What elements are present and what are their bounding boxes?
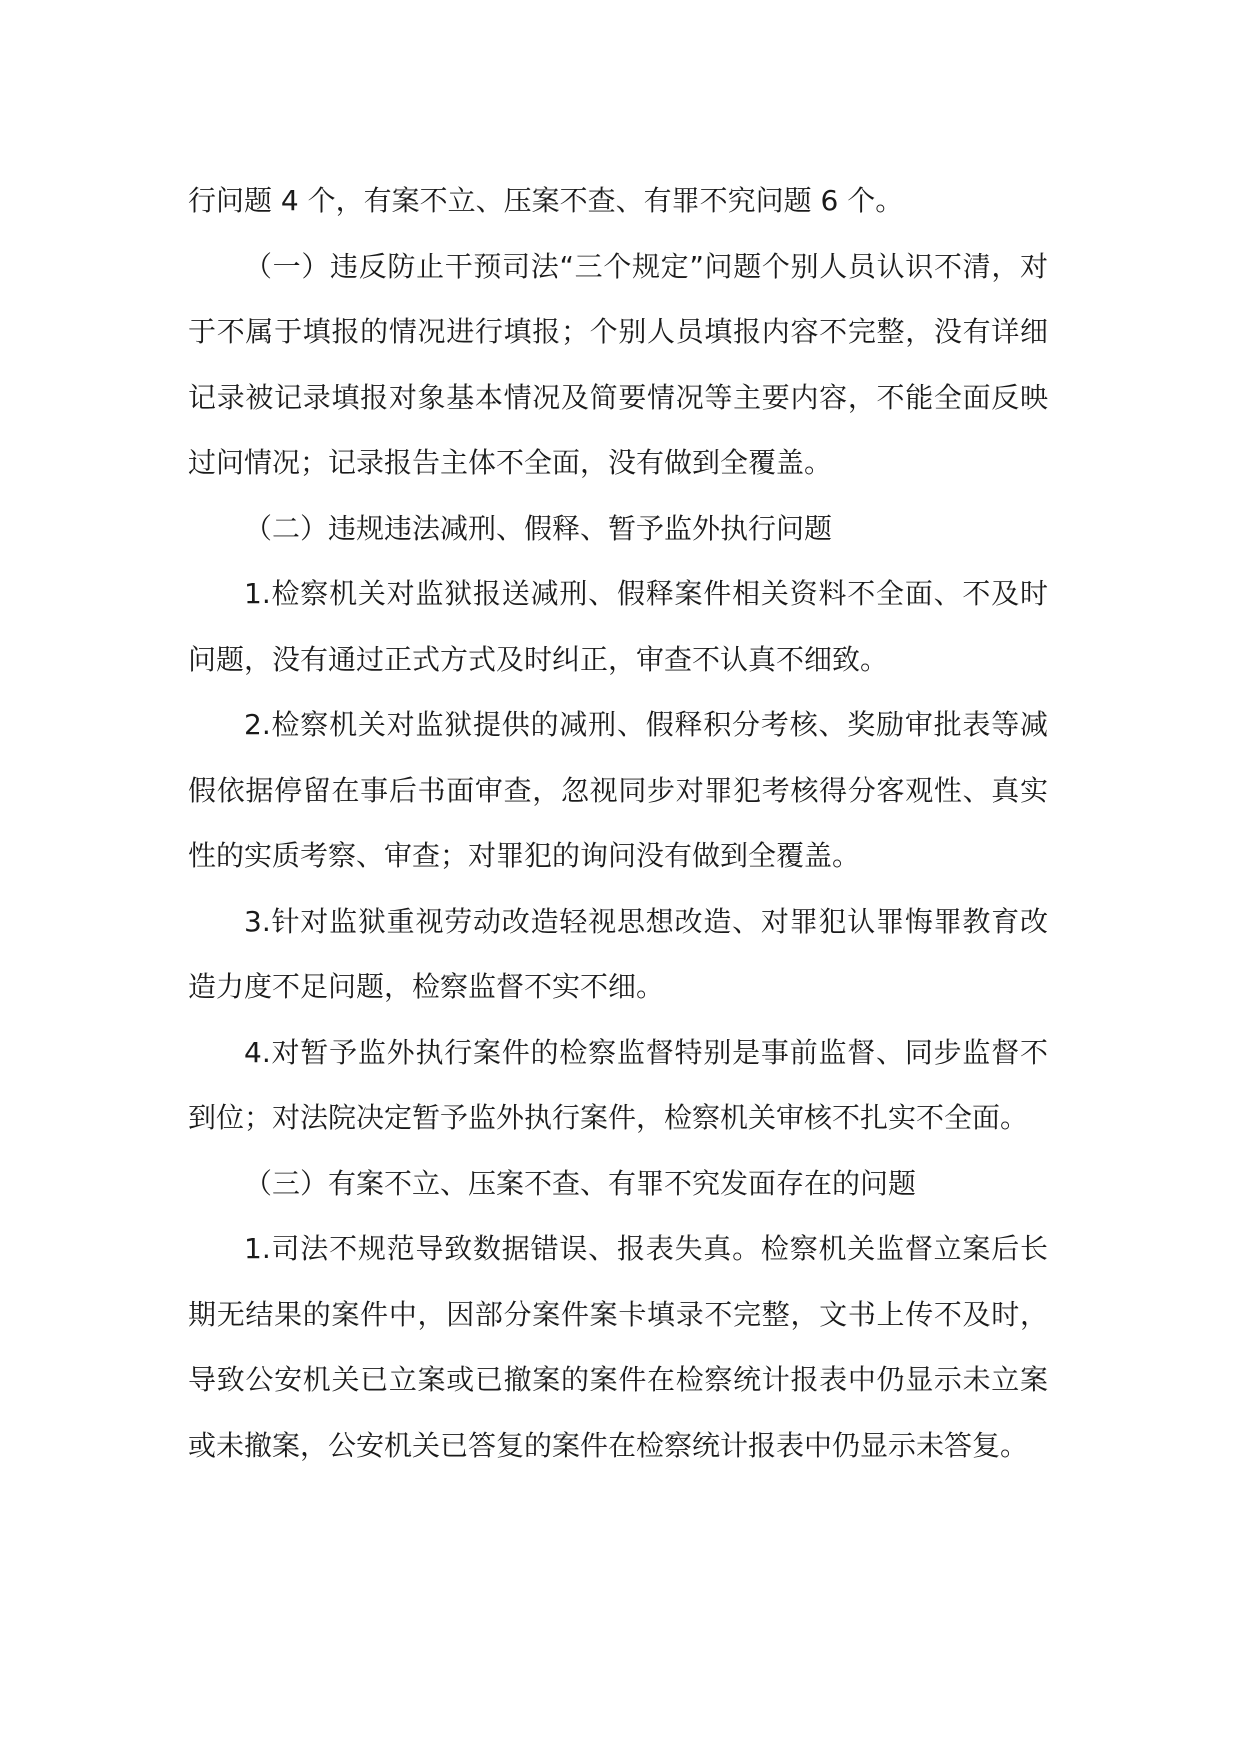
document-body: [188, 168, 1048, 1478]
list-item-2-3: 3.针对监狱重视劳动改造轻视思想改造、对罪犯认罪悔罪教育改造力度不足问题，检察监督不实不细。: [188, 904, 1048, 1003]
list-item-2-4: 4.对暂予监外执行案件的检察监督特别是事前监督、同步监督不到位；对法院决定暂予监外执行案件，检察机关审核不扎实不全面。: [188, 1035, 1048, 1134]
list-item-2-1: 1.检察机关对监狱报送减刑、假释案件相关资料不全面、不及时问题，没有通过正式方式及时纠正，审查不认真不细致。: [188, 577, 1048, 676]
section-heading-3: （三）有案不立、压案不查、有罪不究发面存在的问题: [244, 1166, 917, 1200]
section-heading-2: （二）违规违法减刑、假释、暂予监外执行问题: [244, 511, 833, 545]
list-item-2-2: 2.检察机关对监狱提供的减刑、假释积分考核、奖励审批表等减假依据停留在事后书面审查，忽视同步对罪犯考核得分客观性、真实性的实质考察、审查；对罪犯的询问没有做到全覆盖。: [188, 708, 1048, 872]
list-item-3-1: 1.司法不规范导致数据错误、报表失真。检察机关监督立案后长期无结果的案件中，因部分案件案卡填录不完整，文书上传不及时，导致公安机关已立案或已撤案的案件在检察统计报表中仍显示未立案或未撤案，公安机关已答复的案件在检察统计报表中仍显示未答复。: [188, 1232, 1048, 1462]
paragraph-intro: 行问题 4 个，有案不立、压案不查、有罪不究问题 6 个。: [188, 184, 904, 217]
section-heading-1: （一）违反防止干预司法“三个规定”问题个别人员认识不清，对于不属于填报的情况进行填报；个别人员填报内容不完整，没有详细记录被记录填报对象基本情况及简要情况等主要内容，不能全面反映过问情况；记录报告主体不全面，没有做到全覆盖。: [188, 249, 1048, 479]
